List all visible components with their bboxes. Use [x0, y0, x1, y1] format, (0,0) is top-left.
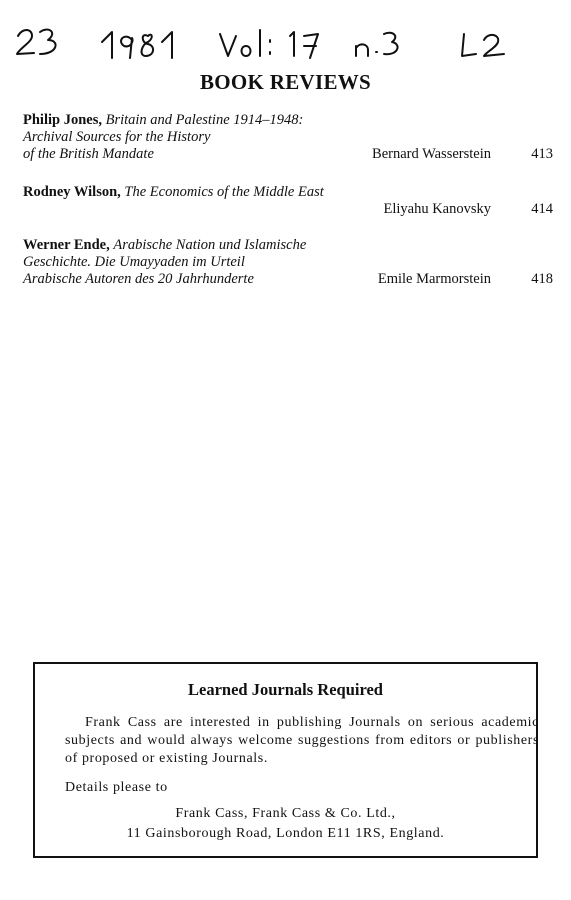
review-title: The Economics of the Middle East	[124, 184, 324, 200]
review-title: Arabische Autoren des 20 Jahrhunderte	[23, 271, 254, 287]
reviewer-name: Eliyahu Kanovsky	[383, 201, 491, 217]
review-title: Geschichte. Die Umayyaden im Urteil	[23, 254, 245, 270]
handwritten-strokes	[14, 18, 524, 68]
review-author: Rodney Wilson,	[23, 184, 121, 200]
review-entry	[23, 184, 553, 218]
review-title: Arabische Nation und Islamische	[113, 237, 307, 253]
review-author: Werner Ende,	[23, 237, 110, 253]
review-first-line	[23, 112, 553, 129]
review-last-line	[23, 201, 553, 218]
review-last-line	[23, 146, 553, 163]
page-number: 418	[531, 271, 553, 287]
review-title: of the British Mandate	[23, 146, 154, 162]
reviewer-name: Emile Marmorstein	[377, 271, 491, 287]
notice-details-label: Details please to	[65, 780, 168, 795]
handwritten-annotation	[14, 18, 524, 68]
section-title: BOOK REVIEWS	[199, 70, 372, 94]
page-number: 413	[531, 146, 553, 162]
review-entry	[23, 112, 553, 163]
notice-body	[65, 714, 539, 768]
notice-address-line: Frank Cass, Frank Cass & Co. Ltd.,	[175, 806, 396, 821]
review-first-line	[23, 237, 553, 254]
review-last-line	[23, 271, 553, 288]
notice-address-line: 11 Gainsborough Road, London E11 1RS, England.	[126, 826, 445, 841]
reviewer-name: Bernard Wasserstein	[372, 146, 491, 162]
notice-paragraph: Frank Cass are interested in publishing Journals on serious academic subjects and would always welcome suggestions from editors or publishers of proposed or existing Journals.	[65, 715, 539, 766]
review-title: Archival Sources for the History	[23, 129, 211, 145]
page-number: 414	[531, 201, 553, 217]
notice-title: Learned Journals Required	[188, 680, 383, 699]
review-author: Philip Jones,	[23, 112, 102, 128]
review-first-line	[23, 184, 553, 201]
review-title: Britain and Palestine 1914–1948:	[105, 112, 304, 128]
review-entry	[23, 237, 553, 288]
advertisement-box	[33, 662, 538, 858]
